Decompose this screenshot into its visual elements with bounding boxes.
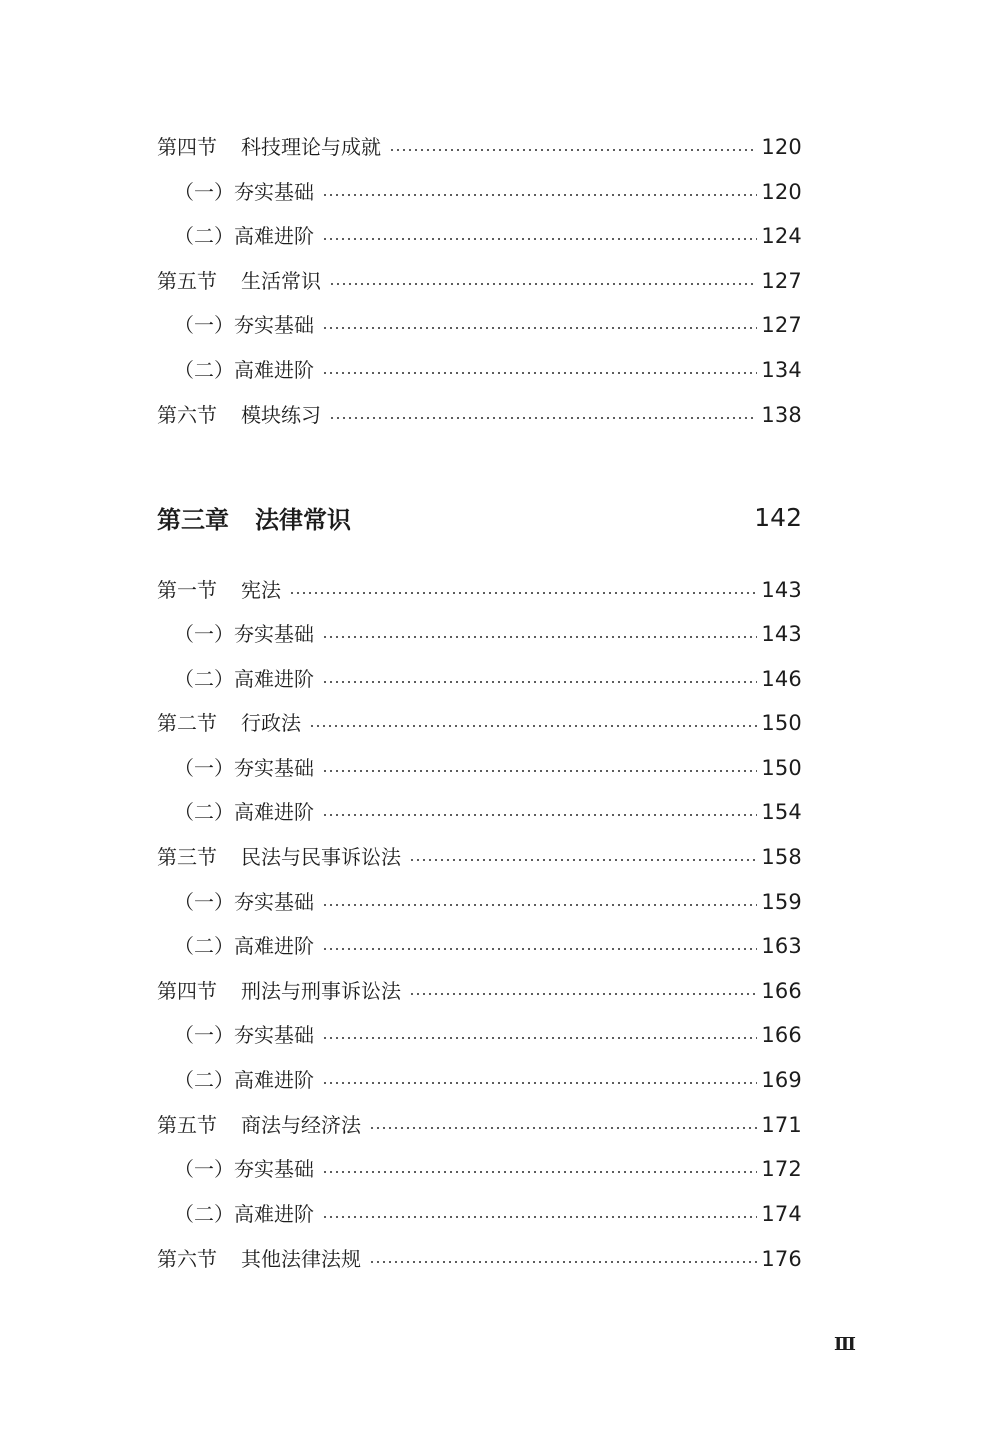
toc-entry-page: 166 (761, 979, 802, 1003)
toc-entry-number: 第五节 (157, 269, 217, 293)
dot-leader (389, 149, 757, 151)
chapter-label (157, 500, 351, 535)
toc-entry-title: 模块练习 (241, 403, 321, 427)
toc-entry-subsection[interactable] (174, 662, 802, 696)
chapter-page: 142 (754, 502, 802, 532)
chapter-number: 第三章 (157, 505, 229, 534)
toc-entry-number: （一） (174, 756, 234, 780)
toc-entry-title: 科技理论与成就 (241, 135, 381, 159)
toc-entry-page: 171 (761, 1113, 802, 1137)
toc-entry-page: 127 (761, 269, 802, 293)
toc-entry-page: 166 (761, 1023, 802, 1047)
dot-leader (322, 1216, 757, 1218)
dot-leader (369, 1127, 757, 1129)
toc-entry-title: 高难进阶 (234, 934, 314, 958)
toc-entry-subsection[interactable] (174, 795, 802, 829)
toc-entry-number: （二） (174, 358, 234, 382)
toc-entry-page: 169 (761, 1068, 802, 1092)
toc-entry-subsection[interactable] (174, 308, 802, 342)
toc-entry-title: 高难进阶 (234, 800, 314, 824)
toc-entry-page: 146 (761, 667, 802, 691)
toc-entry-number: （一） (174, 313, 234, 337)
toc-entry-subsection[interactable] (174, 1152, 802, 1186)
toc-entry-page: 159 (761, 890, 802, 914)
toc-entry-title: 高难进阶 (234, 224, 314, 248)
dot-leader (322, 238, 757, 240)
dot-leader (322, 1171, 757, 1173)
chapter-title: 法律常识 (255, 505, 351, 534)
chapter-heading[interactable] (157, 497, 802, 537)
toc-entry-title: 生活常识 (241, 269, 321, 293)
toc-entry-number: （二） (174, 1202, 234, 1226)
toc-entry-title: 高难进阶 (234, 358, 314, 382)
toc-entry-title: 高难进阶 (234, 1202, 314, 1226)
dot-leader (369, 1261, 757, 1263)
toc-entry-page: 143 (761, 622, 802, 646)
dot-leader (409, 859, 757, 861)
toc-entry-page: 150 (761, 711, 802, 735)
toc-entry-number: 第二节 (157, 711, 217, 735)
toc-entry-section[interactable] (157, 974, 802, 1008)
toc-entry-title: 刑法与刑事诉讼法 (241, 979, 401, 1003)
toc-entry-page: 120 (761, 135, 802, 159)
toc-entry-title: 商法与经济法 (241, 1113, 361, 1137)
toc-entry-page: 150 (761, 756, 802, 780)
toc-entry-number: （二） (174, 667, 234, 691)
toc-entry-number: 第四节 (157, 979, 217, 1003)
dot-leader (322, 327, 757, 329)
toc-entry-number: 第六节 (157, 1247, 217, 1271)
toc-entry-page: 138 (761, 403, 802, 427)
page-folio: Ⅲ (834, 1334, 855, 1355)
dot-leader (322, 948, 757, 950)
toc-entry-page: 127 (761, 313, 802, 337)
dot-leader (409, 993, 757, 995)
toc-entry-title: 夯实基础 (234, 622, 314, 646)
toc-entry-subsection[interactable] (174, 1197, 802, 1231)
toc-entry-page: 120 (761, 180, 802, 204)
dot-leader (329, 417, 757, 419)
toc-entry-section[interactable] (157, 1242, 802, 1276)
dot-leader (289, 592, 757, 594)
toc-entry-subsection[interactable] (174, 751, 802, 785)
dot-leader (322, 636, 757, 638)
toc-entry-page: 176 (761, 1247, 802, 1271)
toc-entry-subsection[interactable] (174, 219, 802, 253)
toc-entry-number: （二） (174, 934, 234, 958)
toc-entry-section[interactable] (157, 840, 802, 874)
toc-entry-page: 172 (761, 1157, 802, 1181)
toc-entry-title: 夯实基础 (234, 756, 314, 780)
toc-entry-number: （二） (174, 1068, 234, 1092)
toc-entry-title: 高难进阶 (234, 667, 314, 691)
toc-entry-subsection[interactable] (174, 1063, 802, 1097)
toc-entry-page: 174 (761, 1202, 802, 1226)
toc-entry-section[interactable] (157, 706, 802, 740)
dot-leader (322, 1082, 757, 1084)
toc-entry-title: 其他法律法规 (241, 1247, 361, 1271)
toc-entry-title: 宪法 (241, 578, 281, 602)
dot-leader (322, 1037, 757, 1039)
toc-entry-section[interactable] (157, 130, 802, 164)
toc-entry-section[interactable] (157, 398, 802, 432)
toc-entry-title: 夯实基础 (234, 1023, 314, 1047)
toc-entry-title: 夯实基础 (234, 313, 314, 337)
toc-entry-page: 134 (761, 358, 802, 382)
toc-entry-page: 154 (761, 800, 802, 824)
toc-entry-title: 民法与民事诉讼法 (241, 845, 401, 869)
dot-leader (322, 194, 757, 196)
toc-entry-subsection[interactable] (174, 175, 802, 209)
toc-entry-page: 124 (761, 224, 802, 248)
toc-entry-number: 第三节 (157, 845, 217, 869)
dot-leader (322, 814, 757, 816)
toc-entry-number: （二） (174, 800, 234, 824)
toc-entry-number: （一） (174, 1157, 234, 1181)
dot-leader (329, 283, 757, 285)
toc-entry-number: 第一节 (157, 578, 217, 602)
toc-entry-number: （二） (174, 224, 234, 248)
toc-entry-title: 夯实基础 (234, 1157, 314, 1181)
toc-entry-subsection[interactable] (174, 885, 802, 919)
toc-entry-page: 158 (761, 845, 802, 869)
toc-entry-section[interactable] (157, 573, 802, 607)
toc-entry-section[interactable] (157, 1108, 802, 1142)
toc-entry-number: （一） (174, 1023, 234, 1047)
toc-entry-number: （一） (174, 180, 234, 204)
toc-entry-number: （一） (174, 890, 234, 914)
toc-entry-number: 第四节 (157, 135, 217, 159)
toc-entry-number: （一） (174, 622, 234, 646)
toc-entry-subsection[interactable] (174, 929, 802, 963)
toc-entry-number: 第六节 (157, 403, 217, 427)
toc-entry-page: 143 (761, 578, 802, 602)
toc-entry-page: 163 (761, 934, 802, 958)
toc-entry-title: 高难进阶 (234, 1068, 314, 1092)
dot-leader (322, 681, 757, 683)
dot-leader (322, 372, 757, 374)
toc-entry-title: 行政法 (241, 711, 301, 735)
toc-entry-subsection[interactable] (174, 353, 802, 387)
toc-entry-title: 夯实基础 (234, 180, 314, 204)
toc-entry-title: 夯实基础 (234, 890, 314, 914)
dot-leader (322, 904, 757, 906)
dot-leader (322, 770, 757, 772)
toc-entry-section[interactable] (157, 264, 802, 298)
toc-entry-subsection[interactable] (174, 617, 802, 651)
dot-leader (309, 725, 757, 727)
toc-entry-subsection[interactable] (174, 1018, 802, 1052)
toc-entry-number: 第五节 (157, 1113, 217, 1137)
